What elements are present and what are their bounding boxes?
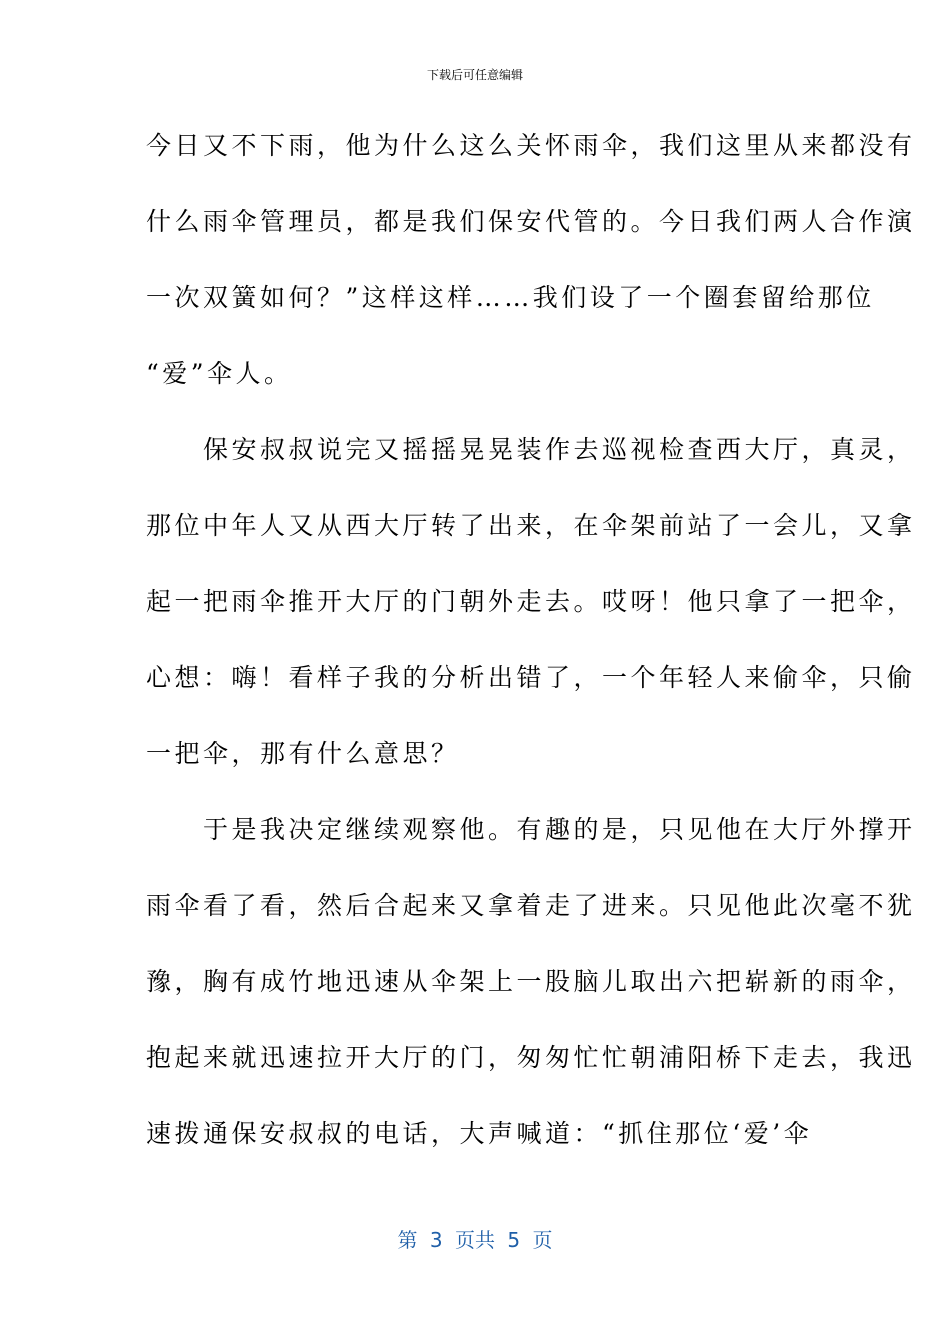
text-line: 保安叔叔说完又摇摇晃晃装作去巡视检查西大厅，真灵， — [146, 435, 916, 464]
page-header-note: 下载后可任意编辑 — [426, 68, 523, 82]
text-line: 雨伞看了看，然后合起来又拿着走了进来。只见他此次毫不犹 — [146, 891, 916, 920]
page-number-middle: 页共 — [455, 1228, 495, 1252]
text-line: 一次双簧如何？”这样这样……我们设了一个圈套留给那位 — [146, 283, 875, 312]
page-number-suffix: 页 — [532, 1228, 553, 1252]
total-page-number: 5 — [507, 1228, 521, 1252]
text-line: 心想：嗨！看样子我的分析出错了，一个年轻人来偷伞，只偷 — [146, 663, 916, 692]
text-line: 于是我决定继续观察他。有趣的是，只见他在大厅外撑开 — [146, 815, 916, 844]
text-line: 豫，胸有成竹地迅速从伞架上一股脑儿取出六把崭新的雨伞， — [146, 967, 916, 996]
text-line: 速拨通保安叔叔的电话，大声喊道：“抓住那位‘爱’伞 — [146, 1119, 813, 1148]
text-line: 抱起来就迅速拉开大厅的门，匆匆忙忙朝浦阳桥下走去，我迅 — [146, 1043, 916, 1072]
text-line: 什么雨伞管理员，都是我们保安代管的。今日我们两人合作演 — [146, 207, 916, 236]
document-body — [146, 120, 916, 1184]
current-page-number: 3 — [429, 1228, 443, 1252]
text-line: 一把伞，那有什么意思？ — [146, 739, 460, 768]
page-number-prefix: 第 — [397, 1228, 418, 1252]
text-line: 今日又不下雨，他为什么这么关怀雨伞，我们这里从来都没有 — [146, 131, 916, 160]
text-line: “爱”伞人。 — [146, 359, 293, 388]
text-line: 那位中年人又从西大厅转了出来，在伞架前站了一会儿，又拿 — [146, 511, 916, 540]
text-line: 起一把雨伞推开大厅的门朝外走去。哎呀！他只拿了一把伞， — [146, 587, 916, 616]
page-number-footer — [0, 1224, 950, 1253]
